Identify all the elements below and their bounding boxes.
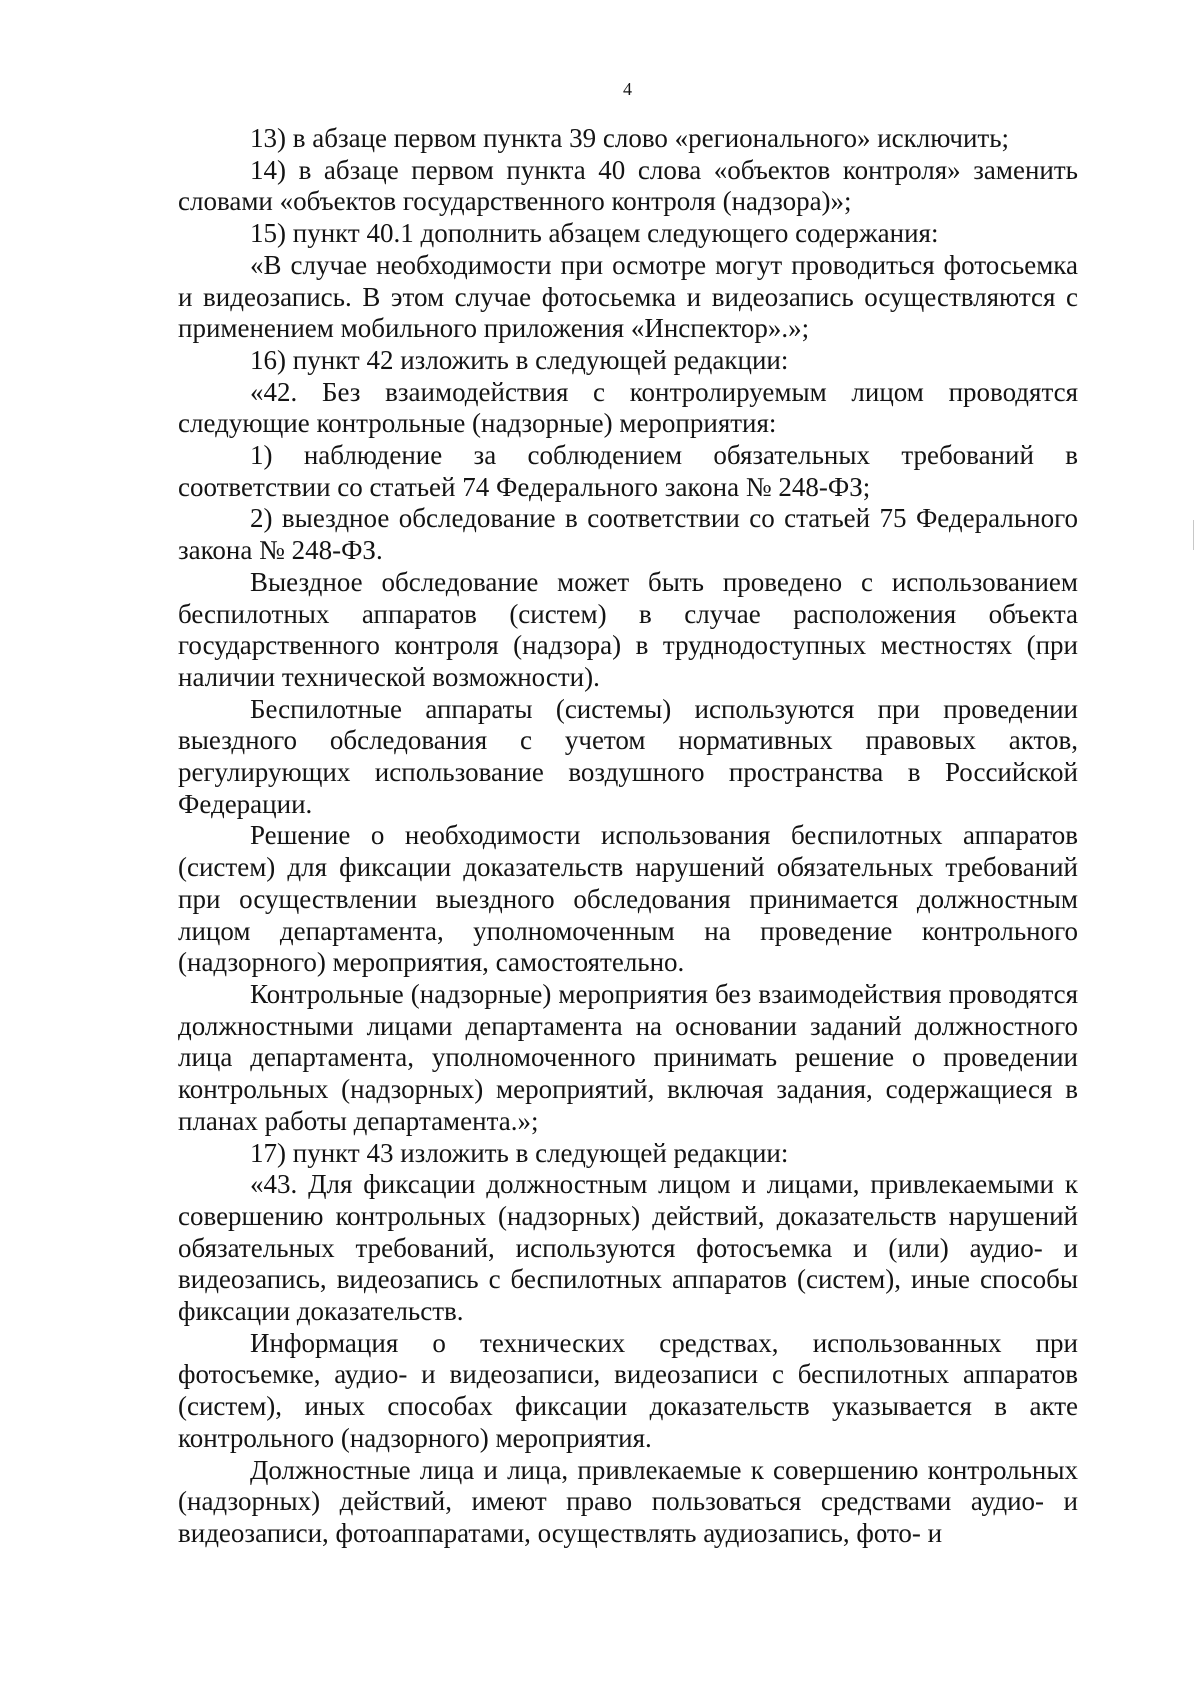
paragraph-clause-42-sub-1: 1) наблюдение за соблюдением обязательных требований в соответствии со статьей 74 Федерального закона № 248-ФЗ; [178, 440, 1078, 502]
scan-margin-mark [1193, 520, 1194, 550]
paragraph-item-13: 13) в абзаце первом пункта 39 слово «регионального» исключить; [250, 123, 1010, 153]
paragraph-drones-usage: Беспилотные аппараты (системы) используются при проведении выездного обследования с учетом нормативных правовых актов, регулирующих использование воздушного пространства в Российской Федерации. [178, 693, 1078, 819]
paragraph-quote-inspector: «В случае необходимости при осмотре могут проводиться фотосьемка и видеозапись. В этом случае фотосьемка и видеозапись осуществляются с применением мобильного приложения «Инспектор».»; [178, 249, 1078, 344]
paragraph-item-15: 15) пункт 40.1 дополнить абзацем следующего содержания: [250, 218, 939, 249]
paragraph-technical-means: Информация о технических средствах, использованных при фотосъемке, аудио- и видеозаписи, видеозаписи с беспилотных аппаратов (систем), иных способах фиксации доказательств указывается в акте контрольного (надзорного) мероприятия. [178, 1327, 1078, 1453]
paragraph-clause-43: «43. Для фиксации должностным лицом и лицами, привлекаемыми к совершению контрольных (надзорных) действий, доказательств нарушений обязательных требований, используются фотосъемка и (или) аудио- и видеозапись, видеозапись с беспилотных аппаратов (систем), иные способы фиксации доказательств. [178, 1169, 1078, 1327]
paragraph-field-inspection: Выездное обследование может быть проведено с использованием беспилотных аппаратов (систем) в случае расположения объекта государственного контроля (надзора) в труднодоступных местностях (при наличии технической возможности). [178, 566, 1078, 692]
document-body [178, 123, 1078, 1550]
paragraph-clause-42-sub-2: 2) выездное обследование в соответствии со статьей 75 Федерального закона № 248-ФЗ. [178, 503, 1078, 566]
paragraph-drones-decision: Решение о необходимости использования беспилотных аппаратов (систем) для фиксации доказательств нарушений обязательных требований при осуществлении выездного обследования принимается должностным лицом департамента, уполномоченным на проведение контрольного (надзорного) мероприятия, самостоятельно. [178, 820, 1078, 978]
paragraph-clause-42: «42. Без взаимодействия с контролируемым лицом проводятся следующие контрольные (надзорные) мероприятия: [178, 376, 1078, 439]
paragraph-item-14: 14) в абзаце первом пункта 40 слова «объектов контроля» заменить словами «объектов государственного контроля (надзора)»; [178, 154, 1078, 217]
paragraph-item-16: 16) пункт 42 изложить в следующей редакции: [250, 344, 789, 375]
paragraph-officials-rights: Должностные лица и лица, привлекаемые к совершению контрольных (надзорных) действий, имеют право пользоваться средствами аудио- и видеозаписи, фотоаппаратами, осуществлять аудиозапись, фото- и [178, 1454, 1078, 1548]
page-number: 4 [623, 79, 632, 99]
paragraph-control-measures: Контрольные (надзорные) мероприятия без взаимодействия проводятся должностными лицами департамента на основании заданий должностного лица департамента, уполномоченного принимать решение о проведении контрольных (надзорных) мероприятий, включая задания, содержащиеся в планах работы департамента.»; [178, 978, 1078, 1136]
paragraph-item-17: 17) пункт 43 изложить в следующей редакции: [250, 1137, 789, 1168]
